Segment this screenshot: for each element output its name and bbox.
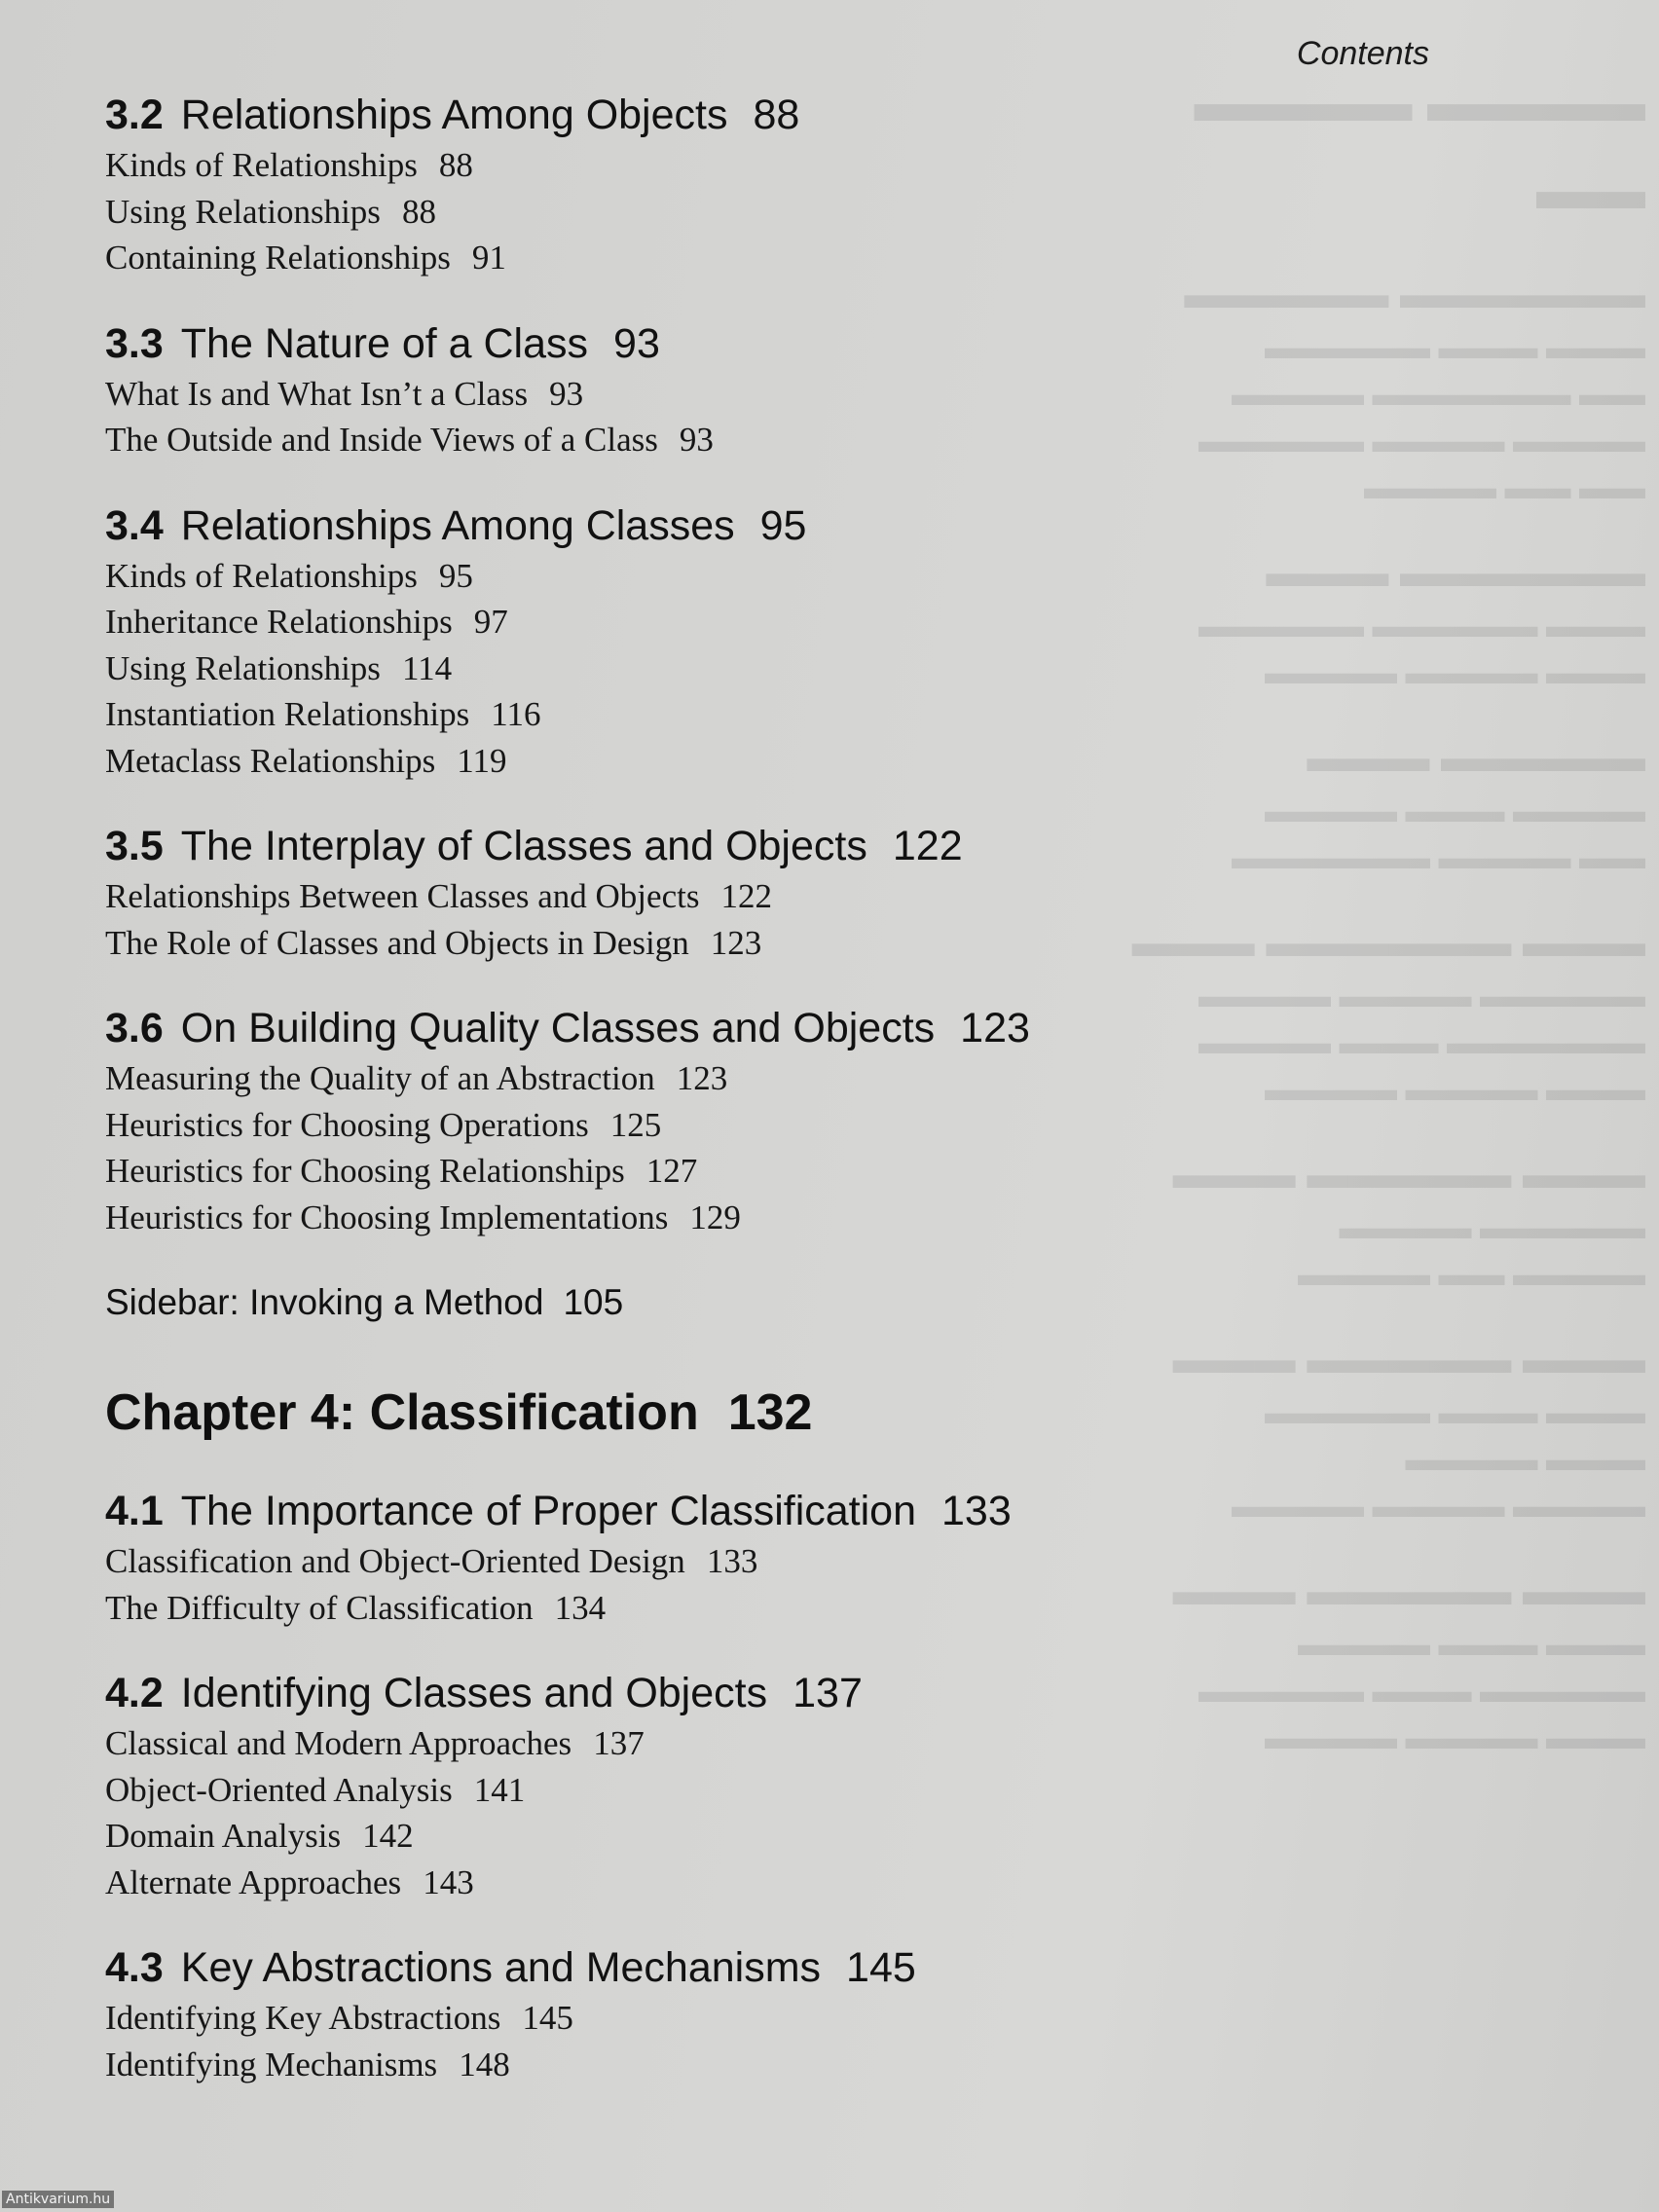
entry-page: 88	[438, 146, 473, 184]
toc-section	[105, 819, 1273, 966]
toc-section	[105, 1484, 1273, 1631]
sections-chapter-4	[105, 1484, 1273, 2087]
toc-entry	[105, 599, 1273, 645]
entry-title: Identifying Key Abstractions	[105, 1999, 501, 2037]
toc-section	[105, 88, 1273, 281]
entry-title: Classical and Modern Approaches	[105, 1724, 572, 1762]
section-title: Identifying Classes and Objects	[180, 1670, 768, 1716]
entry-title: Identifying Mechanisms	[105, 2045, 438, 2083]
section-number: 3.4	[105, 501, 164, 549]
entry-title: Using Relationships	[105, 648, 381, 687]
section-heading	[105, 498, 1273, 553]
entry-title: Measuring the Quality of an Abstraction	[105, 1059, 655, 1097]
section-number: 3.5	[105, 823, 164, 869]
section-number: 4.3	[105, 1944, 164, 1991]
sidebar-page: 105	[563, 1282, 624, 1322]
toc-entry	[105, 235, 1273, 281]
entry-title: Containing Relationships	[105, 239, 451, 276]
toc-entry	[105, 417, 1273, 463]
chapter-title: Chapter 4: Classification	[105, 1384, 699, 1441]
chapter-heading	[105, 1379, 1273, 1447]
sections-chapter-3	[105, 88, 1273, 1240]
section-title: The Importance of Proper Classification	[180, 1488, 917, 1534]
entry-title: The Role of Classes and Objects in Design	[105, 923, 689, 962]
entry-page: 127	[645, 1152, 698, 1190]
section-title: The Interplay of Classes and Objects	[180, 823, 867, 869]
chapter-page: 132	[727, 1384, 813, 1441]
entry-page: 116	[491, 695, 541, 733]
toc-section	[105, 1001, 1273, 1240]
toc-entry	[105, 142, 1273, 189]
toc-entry	[105, 2042, 1273, 2088]
entry-title: Instantiation Relationships	[105, 695, 470, 733]
toc-section	[105, 1940, 1273, 2087]
entry-title: Relationships Between Classes and Objects	[105, 877, 700, 915]
entry-page: 122	[720, 877, 772, 915]
bleed-through-text: ▬▬▬▬ ▬▬▬▬ ▬▬ ▬▬▬▬▬ ▬▬▬▬▬▬ ▬▬▬▬▬ ▬▬▬ ▬▬▬ ▬▬▬▬ ▬▬▬▬▬▬ ▬▬ ▬▬▬▬▬ ▬▬▬▬ ▬▬▬▬ ▬▬▬▬ ▬▬ ▬▬ ▬▬▬ ▬▬▬▬▬▬ ▬▬▬▬▬ ▬▬▬▬▬ ▬▬▬ ▬▬▬▬ ▬▬▬▬ ▬▬▬ ▬▬▬ ▬▬▬▬▬ ▬▬▬▬ ▬▬▬ ▬▬▬▬ ▬▬▬▬▬▬ ▬▬▬▬ ▬▬ ▬▬▬ ▬▬▬▬▬▬ ▬▬▬ ▬▬▬▬ ▬▬▬▬ ▬▬▬▬▬ ▬▬▬▬ ▬▬▬ ▬▬▬▬▬▬ ▬▬▬▬ ▬▬▬▬ ▬▬▬ ▬▬▬ ▬▬▬▬▬ ▬▬▬ ▬▬▬▬ ▬▬▬▬▬ ▬▬▬▬ ▬▬ ▬▬▬▬ ▬▬▬ ▬▬▬▬▬ ▬▬▬ ▬▬▬▬▬ ▬▬▬ ▬▬▬ ▬▬▬▬ ▬▬▬ ▬▬▬▬ ▬▬▬▬ ▬▬▬▬ ▬▬▬ ▬▬▬▬▬ ▬▬▬ ▬▬▬▬ ▬▬▬ ▬▬▬ ▬▬▬▬▬ ▬▬▬ ▬▬▬▬▬ ▬▬▬▬ ▬▬▬▬ ▬▬▬	[1131, 71, 1645, 1756]
entry-page: 148	[459, 2045, 510, 2083]
toc-entry	[105, 1055, 1273, 1102]
entry-title: Alternate Approaches	[105, 1862, 402, 1901]
watermark: Antikvarium.hu	[2, 2191, 114, 2208]
entry-title: Heuristics for Choosing Implementations	[105, 1198, 669, 1236]
toc-section	[105, 1666, 1273, 1905]
running-header: Contents	[1296, 35, 1429, 72]
entry-page: 142	[362, 1817, 414, 1855]
entry-page: 119	[457, 741, 507, 780]
entry-page: 97	[473, 603, 508, 641]
section-page: 95	[759, 501, 807, 549]
entry-title: Kinds of Relationships	[105, 146, 418, 184]
section-number: 3.6	[105, 1005, 164, 1051]
entry-title: Heuristics for Choosing Operations	[105, 1105, 589, 1144]
section-number: 3.2	[105, 92, 164, 138]
section-heading	[105, 1666, 1273, 1720]
toc-entry	[105, 645, 1273, 692]
section-title: The Nature of a Class	[180, 319, 589, 367]
toc-entry	[105, 1102, 1273, 1149]
entry-page: 141	[473, 1770, 526, 1809]
toc-section	[105, 316, 1273, 463]
entry-page: 114	[401, 648, 453, 687]
section-heading	[105, 1001, 1273, 1055]
entry-page: 145	[522, 1999, 573, 2037]
entry-title: Using Relationships	[105, 192, 381, 231]
section-page: 123	[960, 1005, 1030, 1051]
section-number: 4.1	[105, 1488, 164, 1534]
sidebar-title: Sidebar: Invoking a Method	[105, 1282, 544, 1322]
entry-page: 129	[689, 1198, 741, 1236]
entry-page: 137	[593, 1724, 645, 1762]
entry-title: The Difficulty of Classification	[105, 1588, 534, 1627]
entry-title: Inheritance Relationships	[105, 603, 453, 641]
entry-title: Object-Oriented Analysis	[105, 1770, 453, 1809]
section-title: Relationships Among Classes	[180, 501, 735, 549]
section-page: 145	[846, 1944, 916, 1991]
entry-page: 143	[423, 1862, 474, 1901]
section-heading	[105, 1484, 1273, 1538]
toc-entry	[105, 1995, 1273, 2042]
section-page: 133	[941, 1488, 1012, 1534]
toc-entry	[105, 1148, 1273, 1195]
toc-entry	[105, 1767, 1273, 1814]
toc-entry	[105, 738, 1273, 785]
toc-entry	[105, 920, 1273, 967]
toc-entry	[105, 1860, 1273, 1906]
entry-title: The Outside and Inside Views of a Class	[105, 421, 658, 459]
entry-page: 93	[549, 374, 584, 413]
section-title: Key Abstractions and Mechanisms	[180, 1944, 822, 1991]
section-page: 137	[793, 1670, 863, 1716]
section-number: 4.2	[105, 1670, 164, 1716]
toc-entry	[105, 1538, 1273, 1585]
entry-page: 133	[706, 1542, 758, 1580]
toc-entry	[105, 1813, 1273, 1860]
section-heading	[105, 88, 1273, 142]
entry-page: 123	[676, 1059, 728, 1097]
entry-page: 93	[679, 421, 714, 459]
entry-title: Kinds of Relationships	[105, 556, 418, 595]
entry-page: 95	[438, 556, 473, 595]
section-heading	[105, 819, 1273, 873]
entry-title: Domain Analysis	[105, 1817, 342, 1855]
section-page: 88	[753, 92, 800, 138]
entry-page: 123	[710, 923, 762, 962]
section-title: On Building Quality Classes and Objects	[180, 1005, 936, 1051]
toc-section	[105, 498, 1273, 785]
table-of-contents	[105, 88, 1273, 2122]
entry-title: Classification and Object-Oriented Design	[105, 1542, 685, 1580]
entry-title: Metaclass Relationships	[105, 741, 436, 780]
toc-entry	[105, 691, 1273, 738]
toc-entry	[105, 189, 1273, 236]
toc-entry	[105, 1195, 1273, 1241]
toc-entry	[105, 371, 1273, 418]
entry-page: 88	[401, 192, 436, 231]
toc-entry	[105, 553, 1273, 600]
sidebar-entry	[105, 1275, 1273, 1330]
entry-page: 134	[554, 1588, 607, 1627]
section-page: 122	[892, 823, 963, 869]
toc-entry	[105, 1585, 1273, 1632]
section-heading	[105, 316, 1273, 371]
section-page: 93	[613, 319, 660, 367]
toc-entry	[105, 873, 1273, 920]
section-heading	[105, 1940, 1273, 1995]
entry-title: Heuristics for Choosing Relationships	[105, 1152, 625, 1190]
section-number: 3.3	[105, 319, 164, 367]
entry-page: 125	[609, 1105, 662, 1144]
entry-title: What Is and What Isn’t a Class	[105, 374, 529, 413]
entry-page: 91	[471, 239, 506, 276]
toc-entry	[105, 1720, 1273, 1767]
section-title: Relationships Among Objects	[180, 92, 728, 138]
